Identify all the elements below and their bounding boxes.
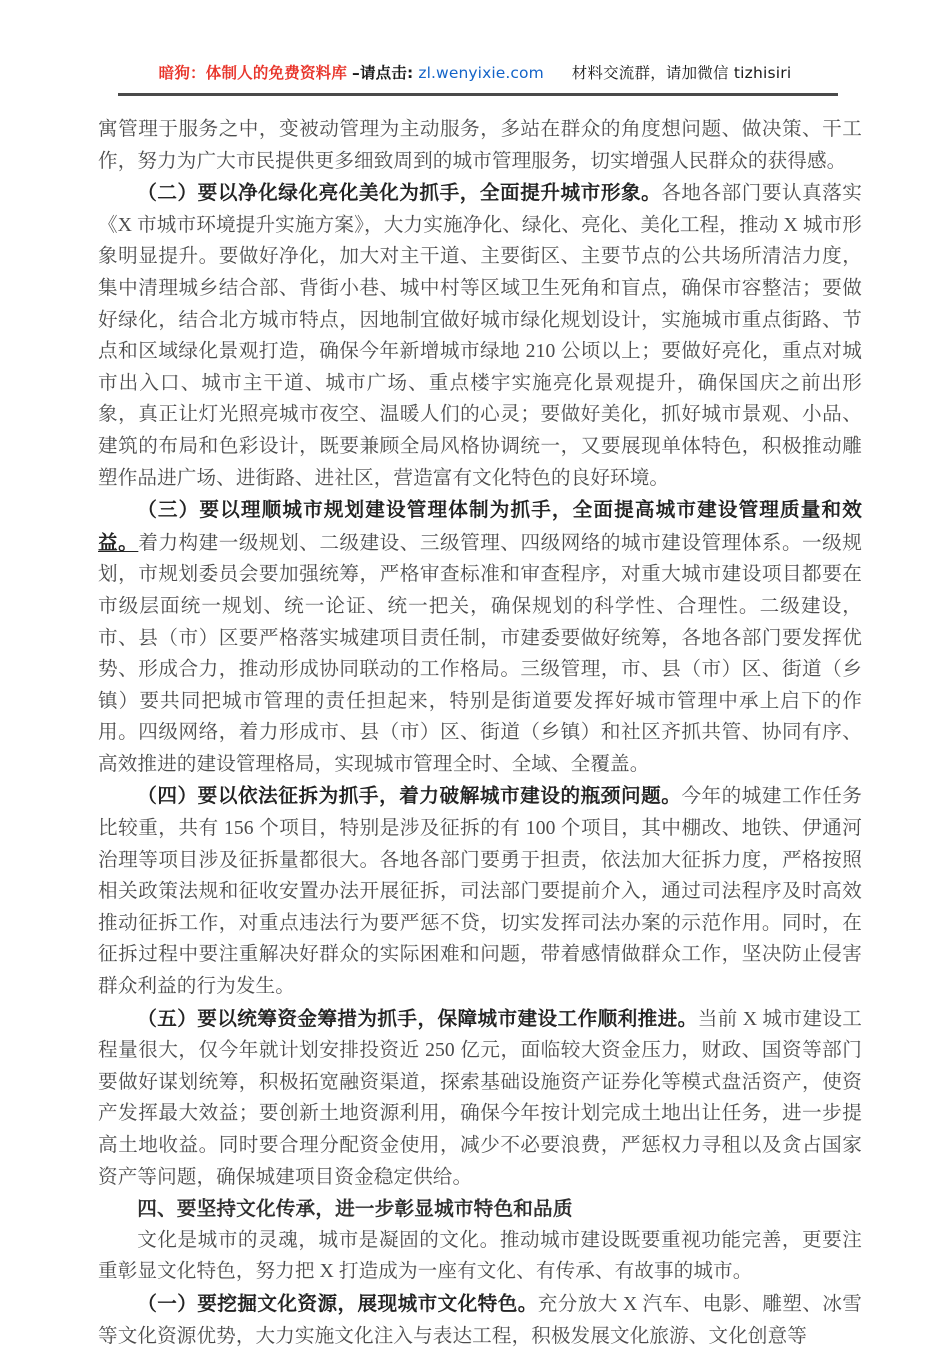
promo-brand-text: 暗狗：体制人的免费资料库 <box>158 64 348 82</box>
paragraph-lead: （三）要以理顺城市规划建设管理体制为抓手，全面提高城市建设管理质量和效 <box>137 498 862 522</box>
promo-banner <box>0 62 950 84</box>
paragraph-text: 各地各部门要认真落实《X 市城市环境提升实施方案》，大力实施净化、绿化、亮化、美化工程，推动 X 城市形象明显提升。要做好净化，加大对主干道、主要街区、主要节点的公共场所清洁力度，集中清理城乡结合部、背街小巷、城中村等区域卫生死角和盲点，确保市容整洁；要做好绿化，结合北方城市特点，因地制宜做好城市绿化规划设计，实施城市重点街路、节点和区域绿化景观打造，确保今年新增城市绿地 210 公顷以上；要做好亮化，重点对城市出入口、城市主干道、城市广场、重点楼宇实施亮化景观提升，确保国庆之前出形象，真正让灯光照亮城市夜空、温暖人们的心灵；要做好美化，抓好城市景观、小品、建筑的布局和色彩设计，既要兼顾全局风格协调统一，又要展现单体特色，积极推动雕塑作品进广场、进街路、进社区，营造富有文化特色的良好环境。 <box>98 183 863 489</box>
paragraph-lead: （五）要以统筹资金筹措为抓手，保障城市建设工作顺利推进。 <box>137 1006 698 1030</box>
paragraph-culture-intro <box>98 1225 862 1288</box>
paragraph-text: 寓管理于服务之中，变被动管理为主动服务，多站在群众的角度想问题、做决策、干工作，努力为广大市民提供更多细致周到的城市管理服务，切实增强人民群众的获得感。 <box>98 119 862 172</box>
paragraph-continuation <box>98 114 862 177</box>
paragraph-text: 着力构建一级规划、二级建设、三级管理、四级网络的城市建设管理体系。一级规划，市规划委员会要加强统筹，严格审查标准和审查程序，对重大城市建设项目都要在市级层面统一规划、统一论证、统一把关，确保规划的科学性、合理性。二级建设，市、县（市）区要严格落实城建项目责任制，市建委要做好统筹，各地各部门要发挥优势、形成合力，推动形成协同联动的工作格局。三级管理，市、县（市）区、街道（乡镇）要共同把城市管理的责任担起来，特别是街道要发挥好城市管理中承上启下的作用。四级网络，着力形成市、县（市）区、街道（乡镇）和社区齐抓共管、协同有序、高效推进的建设管理格局，实现城市管理全时、全域、全覆盖。 <box>98 532 862 775</box>
paragraph-lead: （二）要以净化绿化亮化美化为抓手，全面提升城市形象。 <box>137 181 662 205</box>
header-divider-rule <box>118 93 838 96</box>
document-body <box>98 114 862 1352</box>
promo-note-text: 材料交流群，请加微信 tizhisiri <box>571 64 792 82</box>
paragraph-text: 今年的城建工作任务比较重，共有 156 个项目，特别是涉及征拆的有 100 个项目，其中棚改、地铁、伊通河治理等项目涉及征拆量都很大。各地各部门要勇于担责，依法加大征拆力度，严格按照相关政策法规和征收安置办法开展征拆，司法部门要提前介入，通过司法程序及时高效推动征拆工作，对重点违法行为要严惩不贷，切实发挥司法办案的示范作用。同时，在征拆过程中要注重解决好群众的实际困难和问题，带着感情做群众工作，坚决防止侵害群众利益的行为发生。 <box>98 786 862 998</box>
promo-cta-text: –请点击: <box>352 64 414 82</box>
section-heading-4: 四、要坚持文化传承，进一步彰显城市特色和品质 <box>137 1197 573 1221</box>
paragraph-section-4 <box>98 780 862 1002</box>
paragraph-section-5 <box>98 1003 862 1194</box>
paragraph-text: 当前 X 城市建设工程量很大，仅今年就计划安排投资近 250 亿元，面临较大资金压力，财政、国资等部门要做好谋划统筹，积极拓宽融资渠道，探索基础设施资产证券化等模式盘活资产，使资产发挥最大效益；要创新土地资源利用，确保今年按计划完成土地出让任务，进一步提高土地收益。同时要合理分配资金使用，减少不必要浪费，严惩权力寻租以及贪占国家资产等问题，确保城建项目资金稳定供给。 <box>98 1008 863 1188</box>
paragraph-text: 文化是城市的灵魂，城市是凝固的文化。推动城市建设既要重视功能完善，更要注重彰显文化特色，努力把 X 打造成为一座有文化、有传承、有故事的城市。 <box>98 1229 862 1283</box>
paragraph-lead-underlined: 益。 <box>98 530 139 554</box>
promo-url-link[interactable]: zl.wenyixie.com <box>418 64 544 82</box>
paragraph-text: 充分放大 X 汽车、电影、雕塑、冰雪等文化资源优势，大力实施文化注入与表达工程，积极发展文化旅游、文化创意等 <box>98 1293 863 1347</box>
paragraph-section-3 <box>98 494 862 780</box>
paragraph-lead: （四）要以依法征拆为抓手，着力破解城市建设的瓶颈问题。 <box>137 784 682 808</box>
paragraph-lead: （一）要挖掘文化资源，展现城市文化特色。 <box>137 1291 538 1315</box>
paragraph-section-2 <box>98 177 862 494</box>
paragraph-culture-1 <box>98 1288 862 1352</box>
